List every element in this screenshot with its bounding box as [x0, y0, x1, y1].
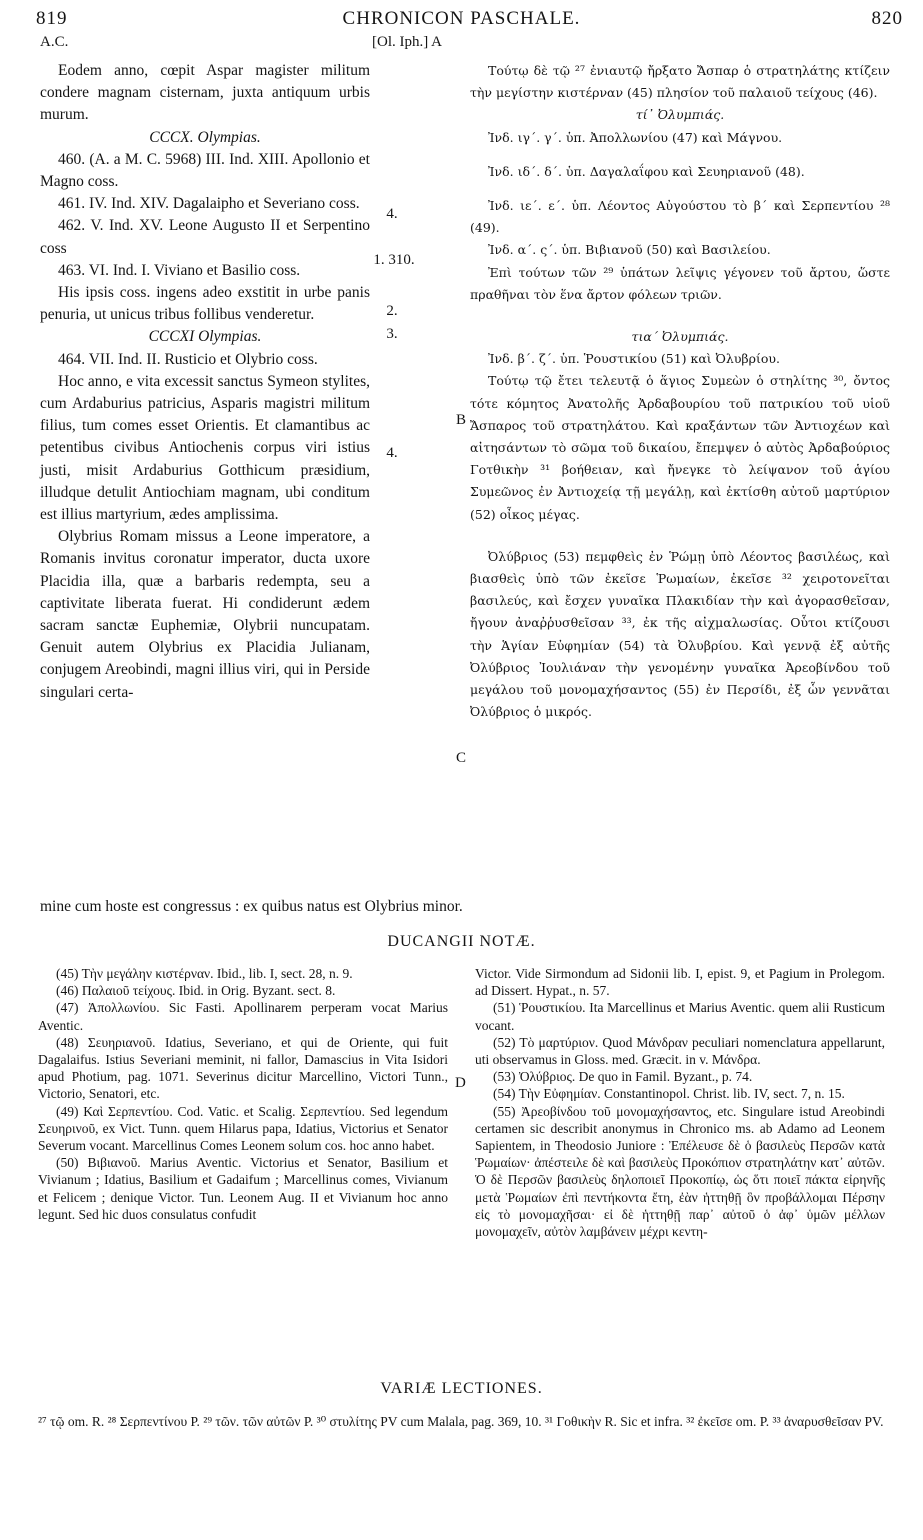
latin-year-463: 463. VI. Ind. I. Viviano et Basilio coss.: [58, 261, 301, 279]
page-number-right: 820: [871, 8, 903, 29]
note-52: (52) Τὸ μαρτύριον. Quod Μάνδραν peculiari nomenclatura appellarunt, uti observamus in Gloss. med. Græcit. in v. Μάνδρα.: [475, 1034, 885, 1068]
latin-olympiad-311: CCCXI Olympias.: [148, 328, 262, 346]
latin-column: [40, 60, 370, 704]
greek-olympiad-310: τί᾽ Ὀλυμπιάς.: [635, 107, 725, 123]
latin-year-460: 460. (A. a M. C. 5968) III. Ind. XIII. Apollonio et Magno coss.: [40, 150, 370, 191]
greek-famine: Ἐπὶ τούτων τῶν ²⁹ ὑπάτων λεῖψις γέγονεν τοῦ ἄρτου, ὥστε πραθῆναι τὸν ἕνα ἄρτον φόλεων τριῶν.: [470, 264, 890, 302]
greek-year-461: Ἰνδ. ιδ΄. δ΄. ὑπ. Δαγαλαΐφου καὶ Σευηριανοῦ (48).: [488, 163, 805, 179]
latin-year-464: 464. VII. Ind. II. Rusticio et Olybrio coss.: [58, 350, 318, 368]
latin-olybrius: Olybrius Romam missus a Leone imperatore, a Romanis invitus coronatur imperator, ducta uxore Placidia illa, quæ a barbaris redempta, seu a captivitate liberata fuerat. Hi condiderunt ædem sacram sanctæ Euphemiæ, Olybrii nuncupatam. Genuit autem Olybrius ex Placidia Julianam, conjugem Areobindi, magni illius viri, qui in Perside singulari certa-: [40, 528, 370, 701]
note-47: (47) Ἀπολλωνίου. Sic Fasti. Apollinarem perperam vocat Marius Aventic.: [38, 1000, 448, 1033]
ducange-notes-right: [475, 965, 885, 1240]
greek-year-460: Ἰνδ. ιγ΄. γ΄. ὑπ. Ἀπολλωνίου (47) καὶ Μάγνου.: [488, 129, 783, 145]
latin-symeon: Hoc anno, e vita excessit sanctus Symeon stylites, cum Ardaburius patricius, Asparis magistri militum filius, tum comes esset Orientis. Et clamantibus ac petentibus civibus Antiochenis corpus viri istius justi, misit Ardaburius Gotthicum præsidium, illudque detulit Antiochiam magnam, ubi conditum est illius martyrium, ædes amplissima.: [40, 372, 370, 524]
greek-p1: Τούτῳ δὲ τῷ ²⁷ ἐνιαυτῷ ἤρξατο Ἄσπαρ ὁ στρατηλάτης κτίζειν τὴν μεγίστην κιστέρναν (45) πλησίον τοῦ παλαιοῦ τείχους (46).: [470, 63, 890, 101]
note-54: (54) Τὴν Εὐφημίαν. Constantinopol. Christ. lib. IV, sect. 7, n. 15.: [493, 1086, 845, 1102]
note-48: (48) Σευηριανοῦ. Idatius, Severiano, et qui de Oriente, qui fuit Dagalaifus. Istius Severiani meminit, ni fallor, Damascius in Vita Isidori apud Photium, pag. 1071. Severinus dicitur Marcellino, Victori Tunn., Victorio, Senatori, etc.: [38, 1034, 448, 1102]
greek-year-464: Ἰνδ. β΄. ζ΄. ὑπ. Ῥουστικίου (51) καὶ Ὀλυβρίου.: [488, 351, 781, 367]
note-53: (53) Ὀλύβριος. De quo in Famil. Byzant., p. 74.: [493, 1069, 753, 1085]
greek-column: [470, 60, 890, 723]
olympiad-ref: [Ol. Iph.] A: [372, 34, 442, 50]
year-number-462: 1. 310.: [373, 252, 415, 268]
year-number-464: 4.: [386, 445, 398, 461]
year-number-461: 4.: [386, 206, 398, 222]
latin-p1: Eodem anno, cœpit Aspar magister militum condere magnam cisternam, juxta antiquum urbis murum.: [40, 62, 370, 124]
year-number-463b: 3.: [386, 326, 398, 342]
latin-year-462: 462. V. Ind. XV. Leone Augusto II et Serpentino coss: [40, 217, 370, 257]
note-46: (46) Παλαιοῦ τείχους. Ibid. in Orig. Byzant. sect. 8.: [56, 983, 336, 999]
note-55: (55) Ἀρεοβίνδου τοῦ μονομαχήσαντος, etc. Singulare istud Areobindi certamen sic describit anonymus in Chronico ms. ab Adamo ad Leonem Sapientem, in Theodosio Juniore : Ἐπέλευσε δὲ ὁ βασιλεὺς Περσῶν κατὰ Ῥωμαίων· ἀπέστειλε δὲ καὶ βασιλεὺς Προκόπιον στρατηλάτην κατ᾽ αὐτῶν. Ὁ δὲ Περσῶν βασιλεὺς δηλοποιεῖ Προκοπίῳ, ὡς ὅτι ποιεῖ πάκτα εἰρηνῆς μετὰ Ῥωμαίων ἐπὶ πεντήκοντα ἔτη, ἐὰν ἡττηθῇ ὃν προβάλλομαι Πέρσην εἰς τὸ μονομαχῆσαι· εἰ δὲ ἡττηθῇ παρ᾽ αὐτοῦ ὁ ἀφ᾽ ὑμῶν μέλλων μονομαχεῖν, αὐτὸν λαμβάνειν μέχρι κεντη-: [475, 1103, 885, 1240]
greek-year-462: Ἰνδ. ιε΄. ε΄. ὑπ. Λέοντος Αὐγούστου τὸ β΄ καὶ Σερπεντίου ²⁸ (49).: [470, 198, 890, 236]
variae-lectiones-title: VARIÆ LECTIONES.: [380, 1380, 543, 1397]
margin-letter-b: B: [456, 412, 467, 428]
ducange-notes-left: [38, 965, 448, 1223]
latin-famine: His ipsis coss. ingens adeo exstitit in urbe panis penuria, ut unicus tribus follibus venderetur.: [40, 284, 370, 324]
note-51: (51) Ῥουστικίου. Ita Marcellinus et Marius Aventic. quem alii Rusticum vocant.: [475, 1000, 885, 1033]
note-50: (50) Βιβιανοῦ. Marius Aventic. Victorius et Senator, Basilium et Vivianum ; Idatius, Basilium et Gadaifum ; Marcellinus comes, Vivianum et Felicem ; denique Victor. Tun. Leonem Aug. II et Vivianum hoc anno legunt. Sed hic duos consulatus confudit: [38, 1155, 448, 1222]
greek-symeon: Τούτῳ τῷ ἔτει τελευτᾷ ὁ ἅγιος Συμεὼν ὁ στηλίτης ³⁰, ὄντος τότε κόμητος Ἀνατολῆς Ἀρδαβουρίου τοῦ πατρικίου τοῦ υἱοῦ Ἄσπαρος τοῦ στρατηλάτου. Καὶ κραξάντων τῶν Ἀντιοχέων καὶ αἰτησάντων τὸ σῶμα τοῦ δικαίου, ἔπεμψεν ὁ αὐτὸς Ἀρδαβούριος Γοτθικὴν ³¹ βοήθειαν, καὶ ἤνεγκε τὸ λείψανον τοῦ ἁγίου Συμεῶνος ἐν Ἀντιοχείᾳ τῇ μεγάλῃ, καὶ ἐκτίσθη αὐτοῦ μαρτύριον (52) οἶκος μέγας.: [470, 373, 890, 522]
latin-closing-line: mine cum hoste est congressus : ex quibus natus est Olybrius minor.: [40, 898, 463, 915]
ducange-notes-title: DUCANGII NOTÆ.: [387, 933, 536, 950]
margin-letter-c: C: [456, 750, 467, 766]
greek-year-463: Ἰνδ. α΄. ς΄. ὑπ. Βιβιανοῦ (50) καὶ Βασιλείου.: [488, 242, 771, 258]
greek-olybrius: Ὀλύβριος (53) πεμφθεὶς ἐν Ῥώμῃ ὑπὸ Λέοντος βασιλέως, καὶ βιασθεὶς ὑπὸ τῶν ἐκεῖσε Ῥωμαίων, ἐκεῖσε ³² χειροτονεῖται βασιλεύς, καὶ ἔσχεν γυναῖκα Πλακιδίαν τὴν καὶ ἀγορασθεῖσαν, ἤγουν ἀναῤῥυσθεῖσαν ³³, ἐκ τῆς αἰχμαλωσίας. Οὗτοι κτίζουσι τὴν Ἁγίαν Εὐφημίαν (54) τὰ Ὀλυβρίου. Καὶ γεννᾷ ἐξ αὐτῆς Ὀλύβριος Ἰουλιάναν τὴν γενομένην γυναῖκα Ἀρεοβίνδου τοῦ μεγάλου τοῦ μονομαχήσαντος (55) ἐν Περσίδι, ἐξ ὧν γεννᾶται Ὀλύβριος ὁ μικρός.: [470, 548, 890, 720]
note-50-continued: Victor. Vide Sirmondum ad Sidonii lib. I, epist. 9, et Pagium in Prolegom. ad Dissert. Hypat., n. 57.: [475, 966, 885, 999]
page-number-left: 819: [36, 8, 68, 29]
latin-olympiad-310: CCCX. Olympias.: [149, 128, 261, 146]
greek-olympiad-311: τια΄ Ὀλυμπιάς.: [631, 329, 729, 345]
note-45: (45) Τὴν μεγάλην κιστέρναν. Ibid., lib. I, sect. 28, n. 9.: [56, 966, 353, 981]
margin-letter-d: D: [455, 1075, 466, 1091]
year-number-463a: 2.: [386, 303, 398, 319]
running-title: CHRONICON PASCHALE.: [342, 8, 581, 29]
variae-lectiones-text: ²⁷ τῷ om. R. ²⁸ Σερπεντίνου P. ²⁹ τῶν. τῶν αὐτῶν P. ³⁰ στυλίτης PV cum Malala, pag. 369, 10. ³¹ Γοθικὴν R. Sic et infra. ³² ἐκεῖσε om. P. ³³ ἀναρυσθεῖσαν PV.: [38, 1414, 884, 1429]
note-49: (49) Καὶ Σερπεντίου. Cod. Vatic. et Scalig. Σερπεντίου. Sed legendum Σευηρινοῦ, ex Vict. Tunn. quem Hilarus papa, Idatius, Victorius et Senator Severum vocant. Marcellinus Comes Leonem solum cos. hoc anno habet.: [38, 1103, 448, 1154]
ac-label: A.C.: [40, 34, 69, 50]
latin-year-461: 461. IV. Ind. XIV. Dagalaipho et Severiano coss.: [58, 195, 360, 213]
